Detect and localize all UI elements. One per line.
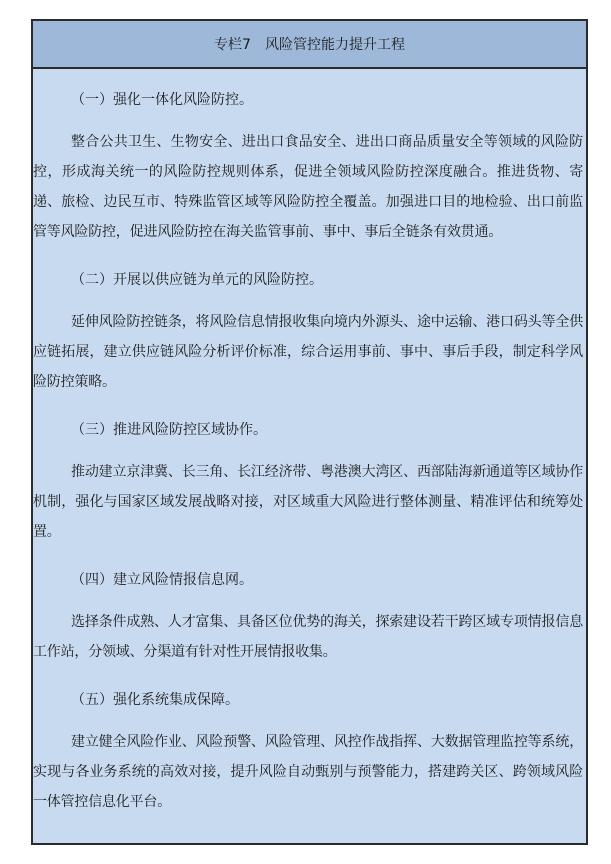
section-body-2: 延伸风险防控链条，将风险信息情报收集向境内外源头、途中运输、港口码头等全供应链拓展，建立供应链风险分析评价标准，综合运用事前、事中、事后手段，制定科学风险防控策略。 [33, 314, 583, 390]
panel-number: 专栏7 [214, 37, 251, 53]
section-body-1: 整合公共卫生、生物安全、进出口食品安全、进出口商品质量安全等领域的风险防控，形成海关统一的风险防控规则体系，促进全领域风险防控深度融合。推进货物、寄递、旅检、边民互市、特殊监管区域等风险防控全覆盖。加强进口目的地检验、出口前监管等风险防控，促进风险防控在海关监管事前、事中、事后全链条有效贯通。 [33, 134, 583, 240]
section-body-3: 推动建立京津冀、长三角、长江经济带、粤港澳大湾区、西部陆海新通道等区域协作机制，强化与国家区域发展战略对接，对区域重大风险进行整体测量、精准评估和统筹处置。 [33, 464, 583, 540]
panel-content [33, 69, 586, 817]
section-body-5: 建立健全风险作业、风险预警、风险管理、风控作战指挥、大数据管理监控等系统，实现与各业务系统的高效对接，提升风险自动甄别与预警能力，搭建跨关区、跨领域风险一体管控信息化平台。 [33, 734, 583, 810]
section-heading-3: （三）推进风险防控区域协作。 [71, 422, 267, 438]
panel-title: 风险管控能力提升工程 [264, 37, 405, 53]
section-heading-1: （一）强化一体化风险防控。 [71, 92, 253, 108]
panel-title-bar [33, 21, 586, 69]
section-heading-4: （四）建立风险情报信息网。 [71, 572, 253, 588]
section-heading-2: （二）开展以供应链为单元的风险防控。 [71, 272, 323, 288]
special-column-panel [31, 19, 588, 845]
section-heading-5: （五）强化系统集成保障。 [71, 692, 239, 708]
section-body-4: 选择条件成熟、人才富集、具备区位优势的海关，探索建设若干跨区域专项情报信息工作站，分领域、分渠道有针对性开展情报收集。 [33, 614, 583, 660]
